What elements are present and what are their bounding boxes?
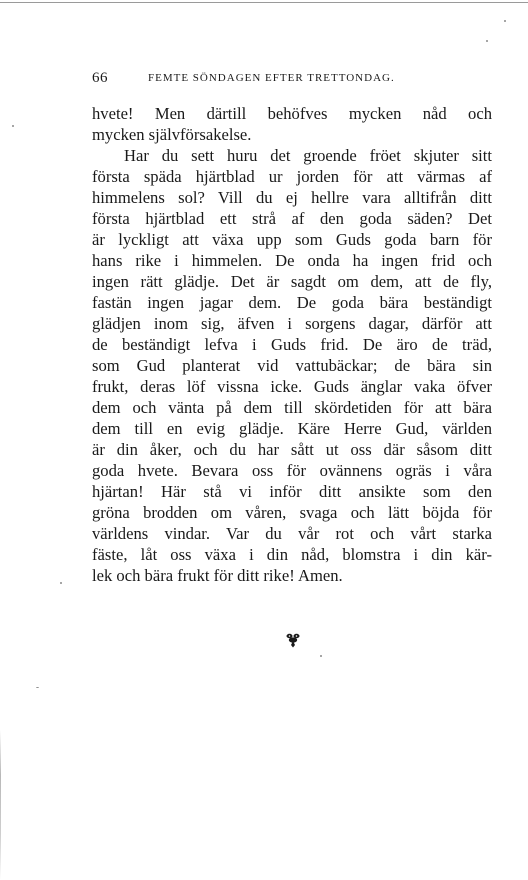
text-line: hans rike i himmelen. De onda ha ingen frid och bbox=[92, 251, 492, 270]
text-line: dem till en evig glädje. Käre Herre Gud, världen bbox=[92, 419, 492, 438]
text-line: första hjärtblad ett strå af den goda säden? Det bbox=[92, 209, 492, 228]
text-line: frukt, deras löf vissna icke. Guds änglar vaka öfver bbox=[92, 377, 492, 396]
text-line: de beständigt lefva i Guds frid. De äro de träd, bbox=[92, 335, 492, 354]
text-line: dem och vänta på dem till skördetiden för att bära bbox=[92, 398, 492, 417]
text-line: goda hvete. Bevara oss för ovännens ogräs i våra bbox=[92, 461, 492, 480]
paper-speck bbox=[36, 687, 39, 688]
text-line: glädjen inom sig, äfven i sorgens dagar, därför att bbox=[92, 314, 492, 333]
text-line: ingen rätt glädje. Det är sagdt om dem, att de fly, bbox=[92, 272, 492, 291]
text-line: fastän ingen jagar dem. De goda bära beständigt bbox=[92, 293, 492, 312]
paper-speck bbox=[504, 20, 506, 22]
text-line: hjärtan! Här stå vi inför ditt ansikte som den bbox=[92, 482, 492, 501]
text-line: är lyckligt att växa upp som Guds goda barn för bbox=[92, 230, 492, 249]
text-line: lek och bära frukt för ditt rike! Amen. bbox=[92, 566, 343, 585]
text-line: hvete! Men därtill behöfves mycken nåd och bbox=[92, 104, 492, 123]
text-line: Har du sett huru det groende fröet skjuter sitt bbox=[124, 146, 492, 165]
page-number: 66 bbox=[92, 70, 108, 86]
paper-speck bbox=[12, 125, 14, 127]
text-line: gröna brodden om våren, svaga och lätt böjda för bbox=[92, 503, 492, 522]
page-edge-shadow bbox=[0, 730, 1, 880]
text-line: himmelens sol? Vill du ej hellre vara alltifrån ditt bbox=[92, 188, 492, 207]
paper-speck bbox=[60, 582, 62, 584]
text-line: världens vindar. Var du vår rot och vårt starka bbox=[92, 524, 492, 543]
top-rule bbox=[0, 2, 528, 3]
floral-ornament-icon bbox=[285, 632, 301, 648]
running-head: FEMTE SÖNDAGEN EFTER TRETTONDAG. bbox=[148, 72, 395, 84]
paper-speck bbox=[486, 40, 488, 42]
text-line: första späda hjärtblad ur jorden för att värmas af bbox=[92, 167, 492, 186]
text-line: som Gud planterat vid vattubäckar; de bära sin bbox=[92, 356, 492, 375]
page-header bbox=[92, 70, 452, 88]
text-line: mycken självförsakelse. bbox=[92, 125, 252, 144]
body-text bbox=[92, 103, 492, 586]
text-line: fäste, låt oss växa i din nåd, blomstra i din kär- bbox=[92, 545, 492, 564]
paper-speck bbox=[320, 655, 322, 657]
text-line: är din åker, och du har sått ut oss där såsom ditt bbox=[92, 440, 492, 459]
